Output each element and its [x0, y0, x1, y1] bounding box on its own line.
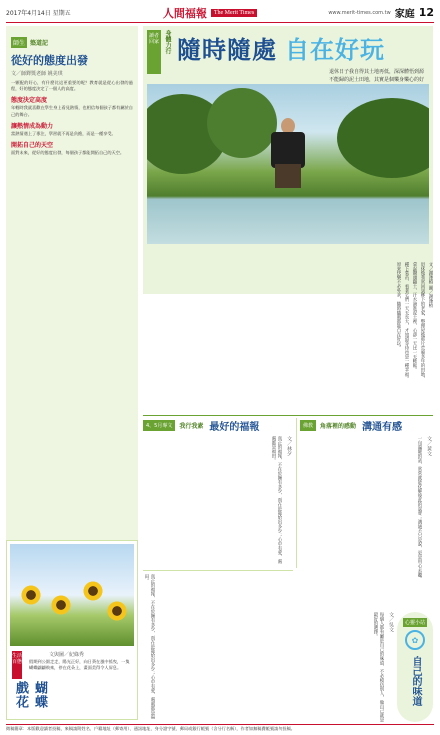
masthead	[6, 4, 434, 21]
feature-body	[143, 262, 433, 412]
section-c-byline: 文／吳文	[388, 612, 394, 632]
feature-column-text: 種下菜苗，看著它們一天天長大，才知道等待也是一種幸福。	[404, 262, 409, 381]
paddy-water	[147, 200, 429, 244]
torso-shape	[271, 132, 305, 168]
section-a-text: 真正的福報，不在於擁有多少，而在於能給出多少；心中有愛，處處都是福田。	[271, 436, 282, 564]
section-c-header	[397, 612, 433, 722]
article-paragraph: 當熱情遇上了專注，學習就不再是負擔，而是一種享受。	[11, 130, 116, 136]
feature-title-part-b: 自在好玩	[285, 35, 385, 64]
sunflower-photo	[10, 544, 134, 646]
section-a-text-continued: 真正的福報，不在於擁有多少，而在於能給出多少；心中有愛，處處都是福田。	[144, 574, 155, 720]
feature-title-part-a: 隨時隨處	[177, 35, 277, 64]
section-b-text: 一句溫暖的話，常常就能化解彼此的誤會；溝通不只是說，更是用心去聽。	[417, 436, 422, 582]
flower-icon: ✿	[405, 630, 425, 650]
section-a-tag: 4、5月專文	[143, 420, 175, 431]
sunflower-icon	[106, 600, 128, 622]
section-b-body	[300, 436, 433, 606]
section-c-tag: 心靈小站	[405, 620, 426, 626]
feature-pull-quote: 退休日子我自得其土地再低，深深體悟到源不能歸的泥土田地，其實是個樂身樂心的好	[329, 69, 425, 83]
article-paragraph: 年輕時我就喜歡在學生身上看見熱情，也相信每個孩子都有屬於自己的舞台。	[11, 105, 133, 117]
website-url[interactable]: www.merit-times.com.tw	[328, 9, 391, 16]
feature-title	[177, 30, 385, 65]
issue-date: 2017年4月14日 星期五	[6, 10, 71, 17]
article-intro: 一顆配的好心，有什麼比這更重要的呢？教育就是從心出發的過程，好的態度決定了一個人的高度。	[11, 80, 133, 92]
section-a-sub: 我行我素	[179, 422, 204, 430]
page-number: 12	[418, 6, 434, 19]
section-name: 家庭	[394, 9, 415, 20]
article-text: 假期到公園走走，陽光正好，向日葵在風中搖曳，一隻蝴蝶翩翩飛來，停在花朵上，畫面美得令人屏息。	[29, 659, 130, 671]
newspaper-logo[interactable]	[126, 5, 294, 21]
section-a-continued	[143, 570, 293, 720]
feature-column-text: 原來快樂不必外求，隨時隨處都能自在好玩。	[396, 262, 401, 350]
column-divider	[296, 418, 297, 568]
sunflower-icon	[82, 580, 104, 602]
section-b-title: 溝通有感	[362, 421, 403, 433]
feature-tag: 讀者回家	[147, 30, 161, 74]
masthead-rule	[6, 22, 434, 23]
column-name: 築道記	[30, 40, 49, 47]
section-b-sub: 角落裡的感動	[320, 422, 357, 430]
section-a-header	[143, 418, 293, 432]
subhead: 態度決定高度	[11, 97, 48, 105]
logo-chinese: 人間福報	[162, 6, 207, 20]
subhead: 讓熱情成為動力	[11, 122, 54, 130]
feature-byline: 文／謝逢楨 圖／謝逢楨	[428, 262, 433, 308]
section-c-title: 自己的味道	[410, 656, 421, 706]
feature-article	[143, 26, 433, 294]
section-a-title: 最好的福報	[209, 421, 260, 433]
section-a-byline: 文／林夕	[286, 436, 292, 456]
article-paragraph: 面對未來，從好的態度出發，每個孩子都能開拓自己的天空。	[11, 150, 125, 156]
butterfly-article	[6, 540, 138, 720]
legs-shape	[275, 164, 301, 188]
tag-label: 師生	[11, 37, 27, 48]
farmer-figure	[267, 118, 307, 188]
category-badge: 生活百態	[12, 651, 22, 679]
section-b-header	[300, 418, 433, 432]
left-article	[6, 26, 138, 592]
section-b-byline: 文／黃文	[426, 436, 432, 456]
feature-column-text: 退休後我常回到鄉下的老家，整理屋後那片荒廢多年的田地，	[420, 262, 425, 381]
section-c-text: 每個人都有屬於自己的味道，不必模仿別人，做自己就是最好的選擇。	[373, 612, 384, 722]
section-c-body	[300, 612, 395, 722]
submission-notice: 徵稿簡章：本版歡迎讀者投稿，來稿請附姓名、戶籍地址（郵寄用）、通訊地址、身分證字號、郵局或銀行帳號（含分行名稱），作者如無稿費帳號請勿投稿。	[6, 724, 434, 732]
column-tag	[11, 37, 48, 48]
logo-english: The Merit Times	[211, 9, 257, 17]
feature-column-text: 拿起鋤頭翻土，汗水滴進泥土裡，心卻一天比一天輕鬆。	[412, 262, 417, 372]
article-title: 蝴蝶戲花	[13, 681, 47, 709]
section-rule	[143, 415, 433, 416]
feature-column: 身體力行	[164, 30, 171, 54]
section-a-body	[143, 436, 293, 566]
article-title: 從好的態度出發	[11, 54, 88, 67]
article-byline: 文與圖／紀綠秀	[49, 652, 85, 658]
tree-icon	[337, 98, 429, 178]
section-b-tag: 佛教	[300, 420, 316, 431]
sunflower-icon	[20, 584, 42, 606]
sunflower-icon	[50, 594, 72, 616]
farmer-photo	[147, 84, 429, 244]
subhead: 開拓自己的天空	[11, 142, 54, 150]
article-byline: 文／師鐸獎老師 姚美琪	[11, 71, 63, 77]
